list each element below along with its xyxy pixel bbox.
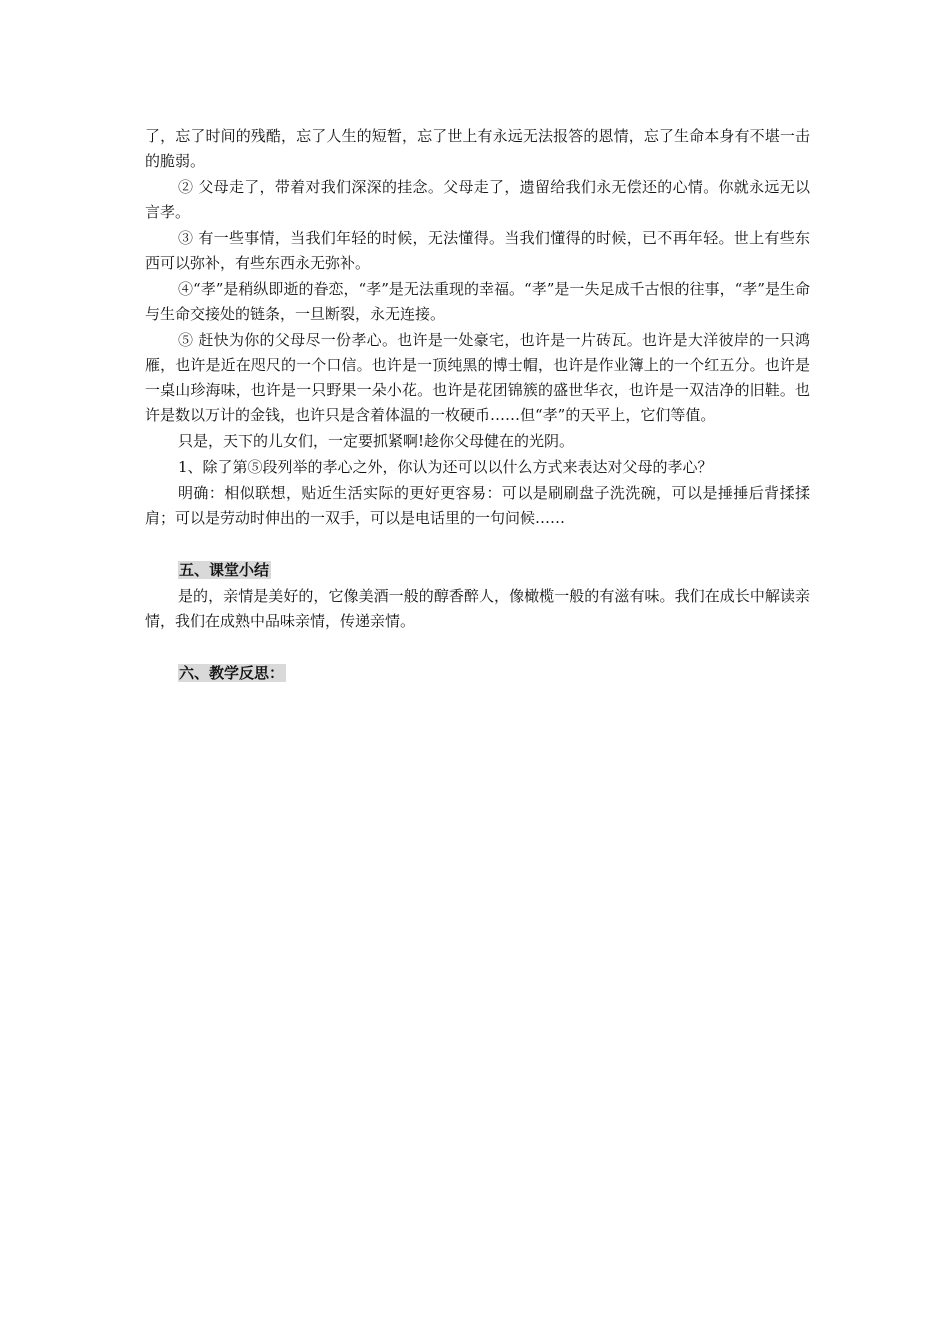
section-heading-summary-text: 五、课堂小结 [179,561,270,579]
paragraph-4: ④“孝”是稍纵即逝的眷恋，“孝”是无法重现的幸福。“孝”是一失足成千古恨的往事，“孝”是生命与生命交接处的链条，一旦断裂，永无连接。 [145,280,810,323]
paragraph-2: ② 父母走了，带着对我们深深的挂念。父母走了，遗留给我们永无偿还的心情。你就永远无以言孝。 [145,178,810,221]
question-1: 1、除了第⑤段列举的孝心之外，你认为还可以以什么方式来表达对父母的孝心？ [178,458,713,476]
paragraph-3: ③ 有一些事情，当我们年轻的时候，无法懂得。当我们懂得的时候，已不再年轻。世上有些东西可以弥补，有些东西永无弥补。 [145,229,810,272]
paragraph-closing: 只是，天下的儿女们，一定要抓紧啊!趁你父母健在的光阴。 [178,432,575,450]
spacer [145,531,810,558]
summary-paragraph: 是的，亲情是美好的，它像美酒一般的醇香醉人，像橄榄一般的有滋有味。我们在成长中解读亲情，我们在成熟中品味亲情，传递亲情。 [145,587,810,630]
document-body [145,124,810,686]
section-heading-summary [145,558,810,583]
section-heading-reflection [145,661,810,686]
section-heading-reflection-text: 六、教学反思： [179,664,285,682]
spacer [145,634,810,661]
paragraph-5: ⑤ 赶快为你的父母尽一份孝心。也许是一处豪宅，也许是一片砖瓦。也许是大洋彼岸的一只鸿雁，也许是近在咫尺的一个口信。也许是一顶纯黑的博士帽，也许是作业簿上的一个红五分。也许是一桌山珍海味，也许是一只野果一朵小花。也许是花团锦簇的盛世华衣，也许是一双洁净的旧鞋。也许是数以万计的金钱，也许只是含着体温的一枚硬币……但“孝”的天平上，它们等值。 [145,331,810,424]
paragraph-continuation: 了，忘了时间的残酷，忘了人生的短暂，忘了世上有永远无法报答的恩情，忘了生命本身有不堪一击的脆弱。 [145,127,810,170]
answer-1: 明确：相似联想，贴近生活实际的更好更容易：可以是刷刷盘子洗洗碗，可以是捶捶后背揉揉肩；可以是劳动时伸出的一双手，可以是电话里的一句问候…… [145,484,810,527]
